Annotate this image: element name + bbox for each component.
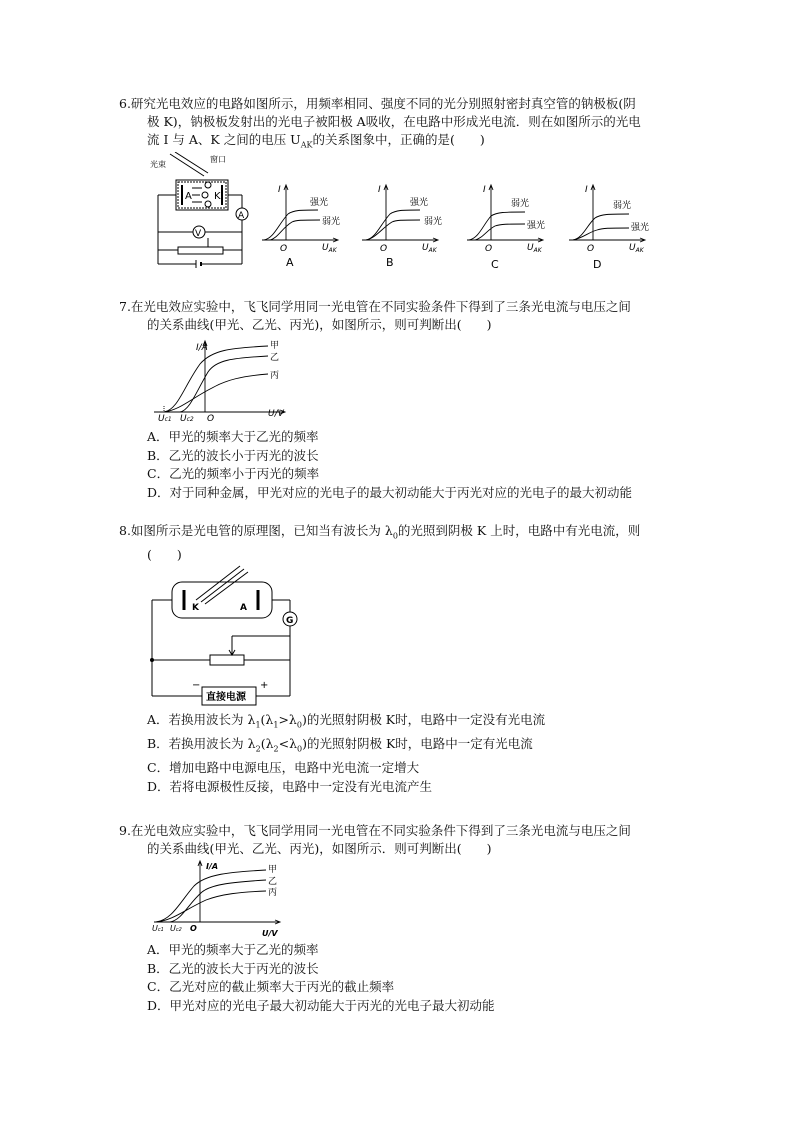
q7-uc2-label: Uc2 — [180, 414, 194, 422]
q8-cathode-label: K — [192, 603, 199, 613]
q7-series-jia: 甲 — [270, 341, 280, 351]
q8-option-d: D．若将电源极性反接，电路中一定没有光电流产生 — [147, 778, 433, 794]
q9-graph — [150, 858, 285, 938]
q7-series-bing: 丙 — [270, 371, 280, 381]
q7-option-c: C．乙光的频率小于丙光的频率 — [147, 466, 320, 481]
question-7 — [119, 298, 699, 334]
question-6 — [119, 95, 699, 155]
question-6-line-3: 流 I 与 A、K 之间的电压 $U_{AK}$的关系图象中，正确的是( ) — [147, 132, 485, 150]
question-6-line-1: 6.研究光电效应的电路如图所示，用频率相同、强度不同的光分别照射密封真空管的钠极板(阴 — [119, 96, 636, 111]
voltmeter-label: V — [195, 229, 202, 239]
question-8-line-1: 8.如图所示是光电管的原理图，已知当有波长为 $\lambda_0$的光照到阴极 K 上时，电路中有光电流，则 — [119, 523, 641, 541]
q7-y-label: I/A — [196, 343, 208, 353]
window-label: 窗口 — [210, 155, 226, 164]
q9-option-c: C．乙光对应的截止频率大于丙光的截止频率 — [147, 979, 395, 994]
q8-meter-label: G — [286, 616, 294, 626]
q8-option-c: C．增加电路中电源电压，电路中光电流一定增大 — [147, 760, 420, 775]
q9-series-bing: 丙 — [268, 888, 278, 898]
q7-x-label: U/V — [268, 409, 284, 419]
graph-b-origin: O — [380, 244, 388, 254]
q9-option-d: D．甲光对应的光电子最大初动能大于丙光的光电子最大初动能 — [147, 997, 495, 1013]
beam-label: 光束 — [150, 160, 166, 169]
question-8 — [119, 522, 699, 564]
q9-series-yi: 乙 — [268, 877, 278, 887]
graph-d-letter: D — [593, 258, 602, 271]
graph-c-x-label: $U_{AK}$ — [527, 243, 542, 254]
q9-series-jia: 甲 — [268, 865, 278, 875]
graph-a-y-label: I — [278, 185, 281, 195]
graph-c-lower-label: 强光 — [527, 221, 546, 231]
graph-c-y-label: I — [483, 185, 486, 195]
q9-option-a: A．甲光的频率大于乙光的频率 — [147, 942, 319, 957]
q9-y-label: I/A — [206, 862, 219, 871]
question-7-options — [119, 428, 699, 502]
q8-plus-label: + — [260, 680, 269, 691]
graph-a-x-label: $U_{AK}$ — [322, 243, 337, 254]
q8-anode-label: A — [240, 603, 247, 613]
q7-uc1-label: Uc1 — [158, 414, 172, 422]
question-9-line-1: 9.在光电效应实验中，飞飞同学用同一光电管在不同实验条件下得到了三条光电流与电压之间 — [119, 823, 631, 838]
question-9-options — [119, 941, 699, 1015]
graph-a-origin: O — [280, 244, 288, 254]
graph-c-upper-label: 弱光 — [511, 199, 530, 209]
q9-uc2-label: Uc2 — [170, 924, 182, 933]
graph-a-letter: A — [286, 256, 294, 269]
graph-a-upper-label: 强光 — [310, 198, 329, 208]
graph-b-letter: B — [386, 256, 394, 269]
graph-b-x-label: $U_{AK}$ — [422, 243, 437, 254]
q7-graph — [150, 336, 290, 422]
q7-option-d: D．对于同种金属，甲光对应的光电子的最大初动能大于丙光对应的光电子的最大初动能 — [147, 484, 633, 500]
question-8-options — [119, 711, 699, 796]
q6-graph-a — [258, 180, 343, 272]
graph-b-y-label: I — [378, 185, 381, 195]
question-7-line-1: 7.在光电效应实验中，飞飞同学用同一光电管在不同实验条件下得到了三条光电流与电压之间 — [119, 299, 631, 314]
question-6-line-2: 极 K)，钠极板发射出的光电子被阳极 A吸收，在电路中形成光电流．则在如图所示的光电 — [147, 114, 641, 129]
graph-d-lower-label: 强光 — [631, 223, 650, 233]
q9-x-label: U/V — [262, 929, 278, 938]
q7-series-yi: 乙 — [270, 353, 280, 363]
q7-option-a: A．甲光的频率大于乙光的频率 — [147, 429, 319, 444]
q8-option-b: B．若换用波长为 $\lambda_2(\lambda_2<\lambda_0)$的光照射阴极 K时，电路中一定有光电流 — [147, 736, 533, 754]
graph-b-lower-label: 弱光 — [424, 217, 443, 227]
q8-power-source-label: 直接电源 — [206, 692, 246, 703]
q6-circuit-diagram — [148, 152, 263, 272]
q9-uc1-label: Uc1 — [152, 924, 164, 933]
tube-anode-label: A — [185, 191, 192, 202]
question-7-line-2: 的关系曲线(甲光、乙光、丙光)，如图所示，则可判断出( ) — [147, 317, 492, 332]
q6-graph-c — [463, 180, 553, 272]
graph-a-lower-label: 弱光 — [322, 217, 341, 227]
q6-graph-b — [358, 180, 448, 272]
graph-d-origin: O — [587, 244, 595, 254]
graph-c-letter: C — [491, 258, 499, 271]
graph-d-x-label: $U_{AK}$ — [629, 243, 644, 254]
q6-graph-d — [565, 180, 660, 272]
graph-b-upper-label: 强光 — [410, 198, 429, 208]
q8-circuit-diagram — [148, 560, 298, 712]
q7-origin: O — [207, 414, 215, 422]
q9-option-b: B．乙光的波长大于丙光的波长 — [147, 960, 319, 976]
graph-d-upper-label: 弱光 — [613, 201, 632, 211]
q8-option-a: A．若换用波长为 $\lambda_1(\lambda_1>\lambda_0)$的光照射阴极 K时，电路中一定没有光电流 — [147, 712, 546, 730]
q7-option-b: B．乙光的波长小于丙光的波长 — [147, 447, 319, 463]
tube-cathode-label: K — [214, 191, 221, 202]
ammeter-label: A — [238, 211, 245, 221]
q8-minus-label: − — [192, 680, 201, 691]
q9-origin: O — [190, 924, 197, 933]
question-8-line-2: ( ) — [147, 546, 182, 562]
question-9-line-2: 的关系曲线(甲光、乙光、丙光)，如图所示．则可判断出( ) — [147, 841, 492, 856]
graph-c-origin: O — [485, 244, 493, 254]
question-9 — [119, 822, 699, 858]
graph-d-y-label: I — [585, 185, 588, 195]
